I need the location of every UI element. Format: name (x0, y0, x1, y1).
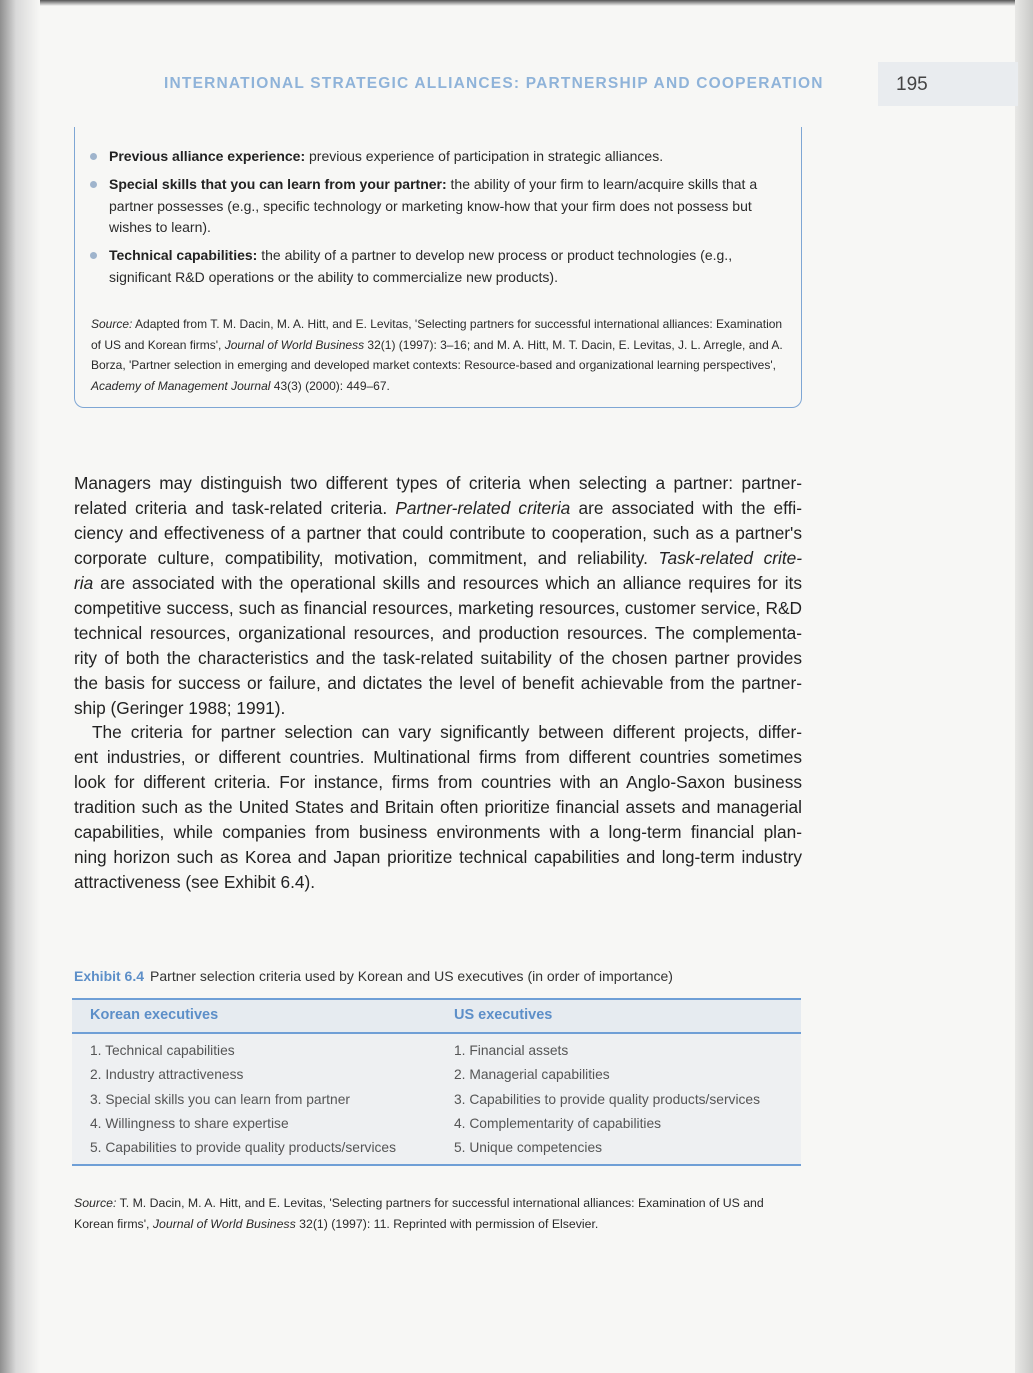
table-body (72, 1034, 801, 1166)
italic-term: Partner-related criteria (395, 498, 571, 518)
text-run: look for different criteria. For instance, firms from countries with an Anglo-Saxon business (74, 772, 802, 792)
running-head: INTERNATIONAL STRATEGIC ALLIANCES: PARTNERSHIP AND COOPERATION (164, 75, 824, 92)
text-run: capabilities, while companies from business environments with a long-term financial plan- (74, 822, 802, 842)
text-run: technical resources, organizational resources, and production resources. The complementa- (74, 623, 802, 643)
exhibit-label: Exhibit 6.4 (74, 968, 145, 984)
text-line (74, 596, 802, 621)
text-run: The criteria for partner selection can vary significantly between different projects, differ- (92, 722, 802, 742)
text-run: competitive success, such as financial resources, marketing resources, customer service, R&D (74, 598, 802, 618)
bullet-text: the ability of your firm to learn/acquire skills that a partner possesses (e.g., specific technology or marketing know-how that your firm does not possess but wishes to learn). (109, 176, 758, 235)
text-line (74, 671, 802, 696)
body-paragraph (74, 720, 802, 895)
italic-term: Task-related crite- (658, 548, 802, 568)
source-label: Source: (91, 317, 133, 331)
column-header-us: US executives (454, 1007, 553, 1023)
bullet-term: Technical capabilities: (109, 247, 258, 263)
source-text: T. M. Dacin, M. A. Hitt, and E. Levitas, 'Selecting partners for successful international alliances: Examination of US and Korean firms', (74, 1196, 764, 1231)
text-run: related criteria and task-related criteria. (74, 498, 396, 518)
bullet-text: the ability of a partner to develop new process or product technologies (e.g., significant R&D operations or the ability to commercialize new products). (109, 247, 733, 285)
source-text: 32(1) (1997): 11. Reprinted with permission of Elsevier. (295, 1216, 599, 1231)
text-line (74, 770, 802, 795)
text-run: Managers may distinguish two different types of criteria when selecting a partner: partner- (74, 473, 802, 493)
table-cell-korean: 3. Special skills you can learn from partner (90, 1091, 350, 1107)
table-cell-us: 4. Complementarity of capabilities (454, 1115, 662, 1131)
source-text: 32(1) (1997): 3–16; and M. A. Hitt, M. T. Dacin, E. Levitas, J. L. Arregle, and A. Borza, 'Partner selection in emerging and developed market contexts: Resource-based and organizational learning perspectives', (91, 337, 783, 372)
text-run: ent industries, or different countries. Multinational firms from different countries sometimes (74, 747, 802, 767)
source-text: Adapted from T. M. Dacin, M. A. Hitt, and E. Levitas, 'Selecting partners for successful international alliances: Examination of US and Korean firms', (91, 317, 783, 352)
bullet-item (90, 245, 780, 288)
exhibit-source (74, 1193, 804, 1234)
table-header (72, 998, 801, 1034)
table-cell-us: 3. Capabilities to provide quality products/services (454, 1091, 760, 1107)
text-line (74, 820, 802, 845)
text-run: rity of both the characteristics and the task-related suitability of the chosen partner provides (74, 648, 802, 668)
exhibit-caption (74, 968, 673, 984)
body-paragraph (74, 471, 802, 721)
scan-shadow-top (0, 0, 1033, 6)
text-run: ship (Geringer 1988; 1991). (74, 698, 286, 718)
text-line (74, 496, 802, 521)
text-line (74, 795, 802, 820)
text-run: are associated with the effi- (570, 498, 802, 518)
text-run: attractiveness (see Exhibit 6.4). (74, 872, 316, 892)
table-cell-us: 2. Managerial capabilities (454, 1067, 610, 1083)
column-header-korean: Korean executives (90, 1007, 219, 1023)
text-line (74, 521, 802, 546)
source-label: Source: (74, 1196, 117, 1210)
text-run: corporate culture, compatibility, motivation, commitment, and reliability. (74, 548, 659, 568)
table-cell-us: 1. Financial assets (454, 1043, 569, 1058)
bullet-item (90, 174, 780, 239)
journal-title: Journal of World Business (152, 1216, 296, 1231)
bullet-item (90, 146, 780, 168)
text-line (74, 546, 802, 571)
exhibit-table (72, 998, 801, 1166)
text-run: ning horizon such as Korea and Japan prioritize technical capabilities and long-term industry (74, 847, 802, 867)
text-run: are associated with the operational skills and resources which an alliance requires for its (93, 573, 802, 593)
text-line (74, 745, 802, 770)
italic-term: ria (74, 573, 94, 593)
bullet-text: previous experience of participation in strategic alliances. (305, 148, 664, 164)
bullet-icon (90, 153, 97, 160)
table-cell-korean: 1. Technical capabilities (90, 1043, 235, 1058)
bullet-icon (90, 252, 97, 259)
text-run: tradition such as the United States and Britain often prioritize financial assets and managerial (74, 797, 802, 817)
scan-page-edge-right (1015, 0, 1033, 1373)
text-line (74, 720, 802, 745)
journal-title: Academy of Management Journal (91, 378, 271, 393)
journal-title: Journal of World Business (224, 337, 365, 352)
text-run: ciency and effectiveness of a partner that could contribute to cooperation, such as a partner's (74, 523, 802, 543)
text-line (74, 571, 802, 596)
exhibit-title: Partner selection criteria used by Korean and US executives (in order of importance) (150, 968, 673, 984)
text-line (74, 845, 802, 870)
source-text: 43(3) (2000): 449–67. (270, 378, 390, 393)
scan-shadow-left (0, 0, 40, 1373)
text-line (74, 870, 802, 895)
table-cell-us: 5. Unique competencies (454, 1140, 603, 1156)
bullet-icon (90, 181, 97, 188)
table-cell-korean: 4. Willingness to share expertise (90, 1115, 289, 1131)
text-run: the basis for success or failure, and dictates the level of benefit achievable from the partner- (74, 673, 802, 693)
bullet-term: Special skills that you can learn from your partner: (109, 176, 447, 192)
text-line (74, 696, 802, 721)
box-source (91, 314, 791, 396)
text-line (74, 646, 802, 671)
page-number-text: 195 (896, 74, 928, 95)
table-cell-korean: 2. Industry attractiveness (90, 1067, 244, 1083)
table-cell-korean: 5. Capabilities to provide quality products/services (90, 1140, 396, 1156)
bullet-term: Previous alliance experience: (109, 148, 306, 164)
text-line (74, 471, 802, 496)
page-number (878, 62, 1018, 106)
text-line (74, 621, 802, 646)
